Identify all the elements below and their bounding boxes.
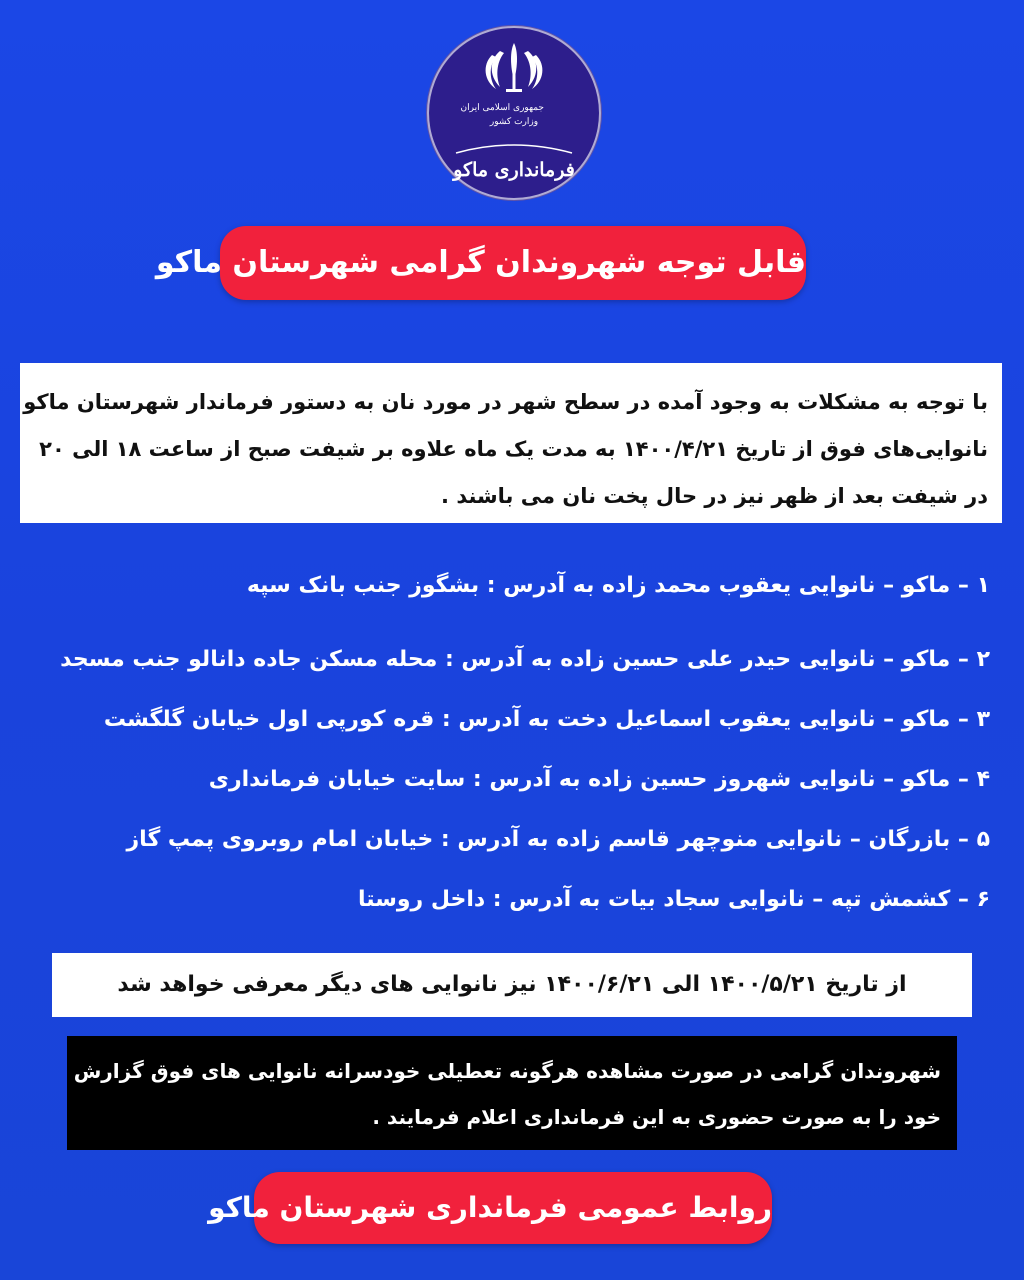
bakery-item: ۱ – ماکو – نانوایی یعقوب محمد زاده به آدرس : بشگوز جنب بانک سپه bbox=[246, 573, 990, 598]
notice-line: با توجه به مشکلات به وجود آمده در سطح شهر در مورد نان به دستور فرماندار شهرستان ماکو bbox=[23, 390, 988, 414]
bakery-item: ۶ – کشمش تپه – نانوایی سجاد بیات به آدرس : داخل روستا bbox=[357, 887, 990, 912]
logo-ministry-text: وزارت کشور bbox=[489, 117, 539, 127]
bakery-item: ۵ – بازرگان – نانوایی منوچهر قاسم زاده به آدرس : خیابان امام روبروی پمپ گاز bbox=[126, 827, 990, 852]
bakery-item: ۲ – ماکو – نانوایی حیدر علی حسین زاده به آدرس : محله مسکن جاده دانالو جنب مسجد bbox=[60, 647, 990, 672]
announcement-box: از تاریخ ۱۴۰۰/۵/۲۱ الی ۱۴۰۰/۶/۲۱ نیز نانوایی های دیگر معرفی خواهد شد bbox=[52, 953, 972, 1017]
notice-line: نانوایی‌های فوق از تاریخ ۱۴۰۰/۴/۲۱ به مدت یک ماه علاوه بر شیفت صبح از ساعت ۱۸ الی ۲۰ bbox=[39, 437, 988, 461]
bakery-item: ۴ – ماکو – نانوایی شهروز حسین زاده به آدرس : سایت خیابان فرمانداری bbox=[208, 767, 990, 792]
bakery-item: ۳ – ماکو – نانوایی یعقوب اسماعیل دخت به آدرس : قره کورپی اول خیابان گلگشت bbox=[103, 707, 990, 732]
notice-box bbox=[20, 363, 1002, 523]
governorate-logo bbox=[426, 25, 602, 201]
footer-title: روابط عمومی فرمانداری شهرستان ماکو bbox=[208, 1191, 772, 1224]
report-box bbox=[67, 1036, 957, 1150]
bakery-list bbox=[30, 560, 990, 934]
notice-line: در شیفت بعد از ظهر نیز در حال پخت نان می باشند . bbox=[441, 484, 988, 508]
logo-country-text: جمهوری اسلامی ایران bbox=[460, 103, 544, 113]
report-line: خود را به صورت حضوری به این فرمانداری اعلام فرمایند . bbox=[372, 1105, 941, 1129]
report-line: شهروندان گرامی در صورت مشاهده هرگونه تعطیلی خودسرانه نانوایی های فوق گزارش bbox=[73, 1059, 941, 1083]
header-title: قابل توجه شهروندان گرامی شهرستان ماکو bbox=[155, 245, 806, 280]
footer-banner bbox=[208, 1172, 772, 1244]
logo-name-text: فرمانداری ماکو bbox=[453, 159, 575, 181]
header-banner bbox=[155, 226, 806, 300]
